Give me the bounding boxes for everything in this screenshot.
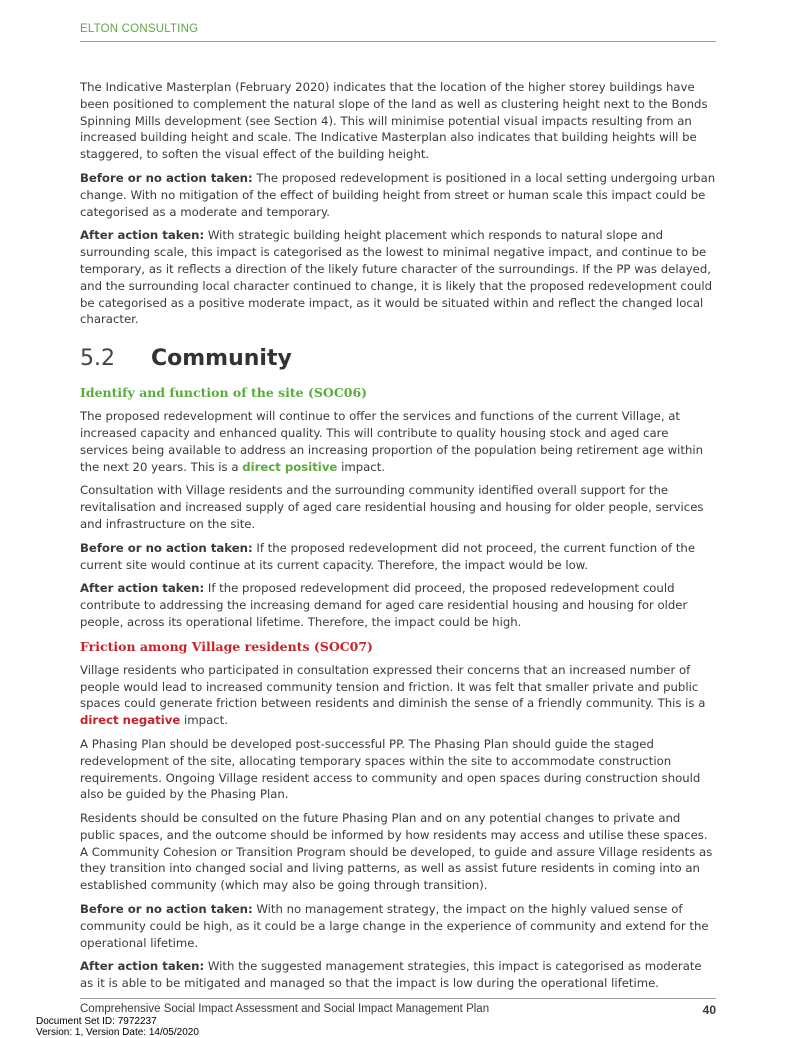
intro-paragraph-3 xyxy=(80,227,716,328)
page-number: 40 xyxy=(702,1003,716,1017)
before-action-label: Before or no action taken: xyxy=(80,540,253,555)
section-heading xyxy=(80,345,716,373)
soc07-paragraph-1-text: Village residents who participated in consultation expressed their concerns that an increased number of people would lead to increased community tension and friction. It was felt that smaller private and public spaces could generate friction between residents and diminish the sense of a friendly community. This is a xyxy=(80,662,706,711)
page-footer xyxy=(80,998,716,1015)
soc07-paragraph-1-end: impact. xyxy=(180,713,228,728)
soc06-paragraph-1-end: impact. xyxy=(337,459,386,474)
before-action-label: Before or no action taken: xyxy=(80,170,253,185)
soc06-paragraph-3-text: If the proposed redevelopment did not proceed, the current function of the current site would continue at its current capacity. Therefore, the impact would be low. xyxy=(80,540,696,572)
document-stamp xyxy=(36,1016,199,1038)
page-content xyxy=(80,79,716,999)
after-action-label: After action taken: xyxy=(80,959,205,974)
section-number: 5.2 xyxy=(80,346,115,372)
intro-paragraph-2-text: The proposed redevelopment is positioned in a local setting undergoing urban change. With no mitigation of the effect of building height from street or human scale this impact could be categorised as a moderate and temporary. xyxy=(80,170,716,219)
soc06-heading: Identify and function of the site (SOC06) xyxy=(80,385,368,401)
soc07-paragraph-3: Residents should be consulted on the future Phasing Plan and on any potential changes to private and public spaces, and the outcome should be informed by how residents may access and utilise these spaces. A Community Cohesion or Transition Program should be developed, to guide and assure Village residents as they transition into changed social and living patterns, as well as assist future residents in coming into an established community (which may also be going through transition). xyxy=(80,811,713,893)
document-version: Version: 1, Version Date: 14/05/2020 xyxy=(36,1027,199,1038)
before-action-label: Before or no action taken: xyxy=(80,902,253,917)
header-org-name: ELTON CONSULTING xyxy=(80,23,199,35)
soc07-paragraph-2: A Phasing Plan should be developed post-successful PP. The Phasing Plan should guide the staged redevelopment of the site, allocating temporary spaces within the site to accommodate construction requirements. Ongoing Village resident access to community and open spaces during construction should also be guided by the Phasing Plan. xyxy=(80,736,701,802)
soc07-paragraph-5-text: With the suggested management strategies, this impact is categorised as moderate as it is able to be mitigated and managed so that the impact is low during the operational lifetime. xyxy=(80,959,702,991)
soc06-paragraph-2: Consultation with Village residents and the surrounding community identified overall support for the revitalisation and increased supply of aged care residential housing and housing for older people, services and infrastructure on the site. xyxy=(80,483,704,531)
footer-document-title: Comprehensive Social Impact Assessment and Social Impact Management Plan xyxy=(80,1003,490,1015)
direct-positive-highlight: direct positive xyxy=(242,459,338,474)
intro-paragraph-1: The Indicative Masterplan (February 2020) indicates that the location of the higher storey buildings have been positioned to complement the natural slope of the land as well as clustering height next to the Bonds Spinning Mills development (see Section 4). This will minimise potential visual impacts resulting from an increased building height and scale. The Indicative Masterplan also indicates that building heights will be staggered, to soften the visual effect of the building height. xyxy=(80,80,708,162)
soc07-paragraph-5 xyxy=(80,958,716,992)
soc06-paragraph-1-text: The proposed redevelopment will continue to offer the services and functions of the current Village, at increased capacity and enhanced quality. This will contribute to quality housing stock and aged care services being available to address an increasing proportion of the population being retirement age within the next 20 years. This is a xyxy=(80,409,704,474)
soc07-paragraph-4 xyxy=(80,901,716,951)
direct-negative-highlight: direct negative xyxy=(80,713,181,728)
after-action-label: After action taken: xyxy=(80,228,205,243)
intro-paragraph-3-text: With strategic building height placement which responds to natural slope and surrounding scale, this impact is categorised as the lowest to minimal negative impact, and continue to be temporary, as it reflects a direction of the likely future character of the surroundings. If the PP was delayed, and the surrounding local character continued to change, it is likely that the proposed redevelopment could be categorised as a positive moderate impact, as it would be situated within and reflect the changed local character. xyxy=(80,228,713,327)
soc06-paragraph-4 xyxy=(80,580,716,630)
section-title: Community xyxy=(151,346,292,372)
page-header xyxy=(80,17,716,42)
intro-paragraph-2 xyxy=(80,170,716,220)
document-set-id: Document Set ID: 7972237 xyxy=(36,1016,157,1027)
soc07-paragraph-1 xyxy=(80,662,716,729)
soc06-paragraph-3 xyxy=(80,540,716,574)
soc06-paragraph-1 xyxy=(80,408,716,475)
soc07-heading: Friction among Village residents (SOC07) xyxy=(80,638,373,654)
soc07-paragraph-4-text: With no management strategy, the impact on the highly valued sense of community could be high, as it could be a large change in the experience of community and extend for the operational lifetime. xyxy=(80,902,709,950)
after-action-label: After action taken: xyxy=(80,581,205,596)
soc06-paragraph-4-text: If the proposed redevelopment did proceed, the proposed redevelopment could contribute to addressing the increasing demand for aged care residential housing and housing for older people, across its operational lifetime. Therefore, the impact could be high. xyxy=(80,581,688,629)
